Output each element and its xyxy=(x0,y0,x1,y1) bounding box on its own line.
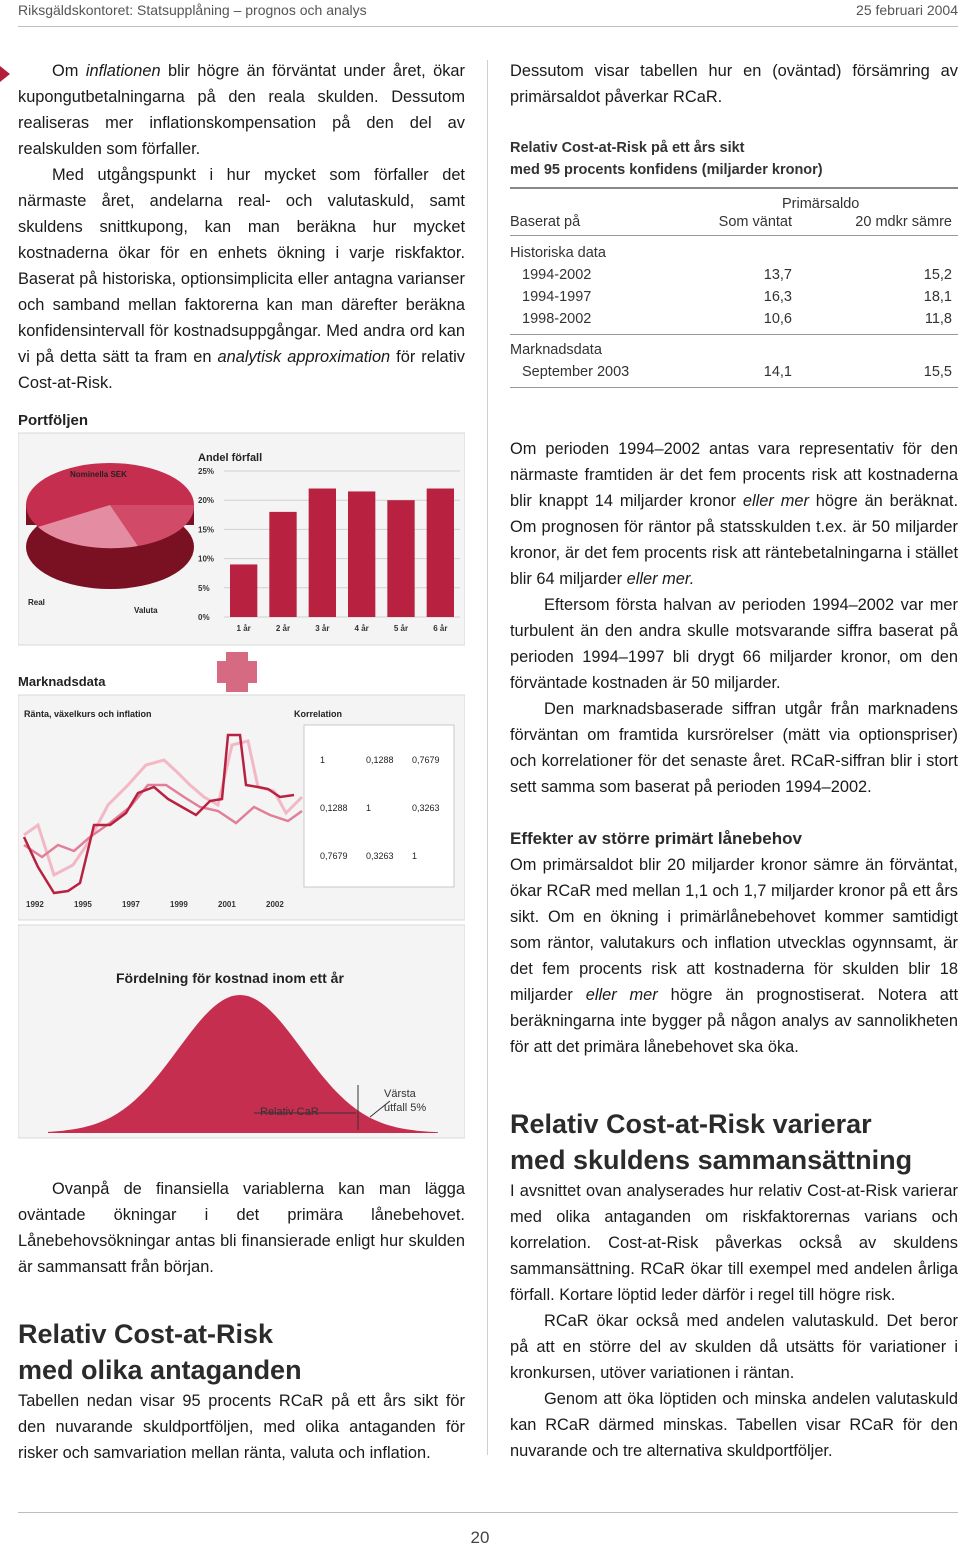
row-worse: 11,8 xyxy=(924,311,952,327)
col-header-worse: 20 mdkr sämre xyxy=(855,214,952,230)
distribution-title: Fördelning för kostnad inom ett år xyxy=(116,970,344,986)
share-x-tick: 1 år xyxy=(236,624,251,633)
table-row xyxy=(510,361,958,383)
paragraph: Med utgångspunkt i hur mycket som förfaller det närmaste året, andelarna real- och valutaskuld, samt skuldens snittkupong, kan man beräkna hur mycket kostnaderna ökar för en enhets ökning i varje riskfaktor. Baserat på historiska, optionsimplicita eller antagna varianser och samband mellan faktorerna kan man därefter beräkna konfidensintervall för kostnadsuppgångar. Med andra ord kan vi på detta sätt ta fram en analytisk approximation för relativ Cost-at-Risk. xyxy=(18,166,465,392)
share-y-tick: 15% xyxy=(198,525,215,535)
paragraph: Tabellen nedan visar 95 procents RCaR på ett års sikt för den nuvarande skuldportföljen, med olika antaganden för risker och samvariation mellan ränta, valuta och inflation. xyxy=(18,1392,465,1462)
share-x-tick: 3 år xyxy=(315,624,330,633)
left-top-text xyxy=(18,58,465,396)
portfolio-title: Portföljen xyxy=(18,412,88,429)
rates-x-tick: 2002 xyxy=(266,900,284,909)
rates-x-tick: 1995 xyxy=(74,900,92,909)
pie-label-currency: Valuta xyxy=(134,606,158,615)
row-label: September 2003 xyxy=(522,364,630,380)
share-bar xyxy=(309,489,336,617)
share-x-tick: 5 år xyxy=(393,624,409,633)
share-bar xyxy=(387,500,414,617)
table-bottom-rule xyxy=(510,387,958,388)
section-historical: Historiska data xyxy=(510,245,606,261)
dist-label-worst-line1: Värsta xyxy=(384,1088,416,1100)
table-section-row xyxy=(510,242,958,264)
correlation-cell: 0,3263 xyxy=(366,851,394,861)
paragraph: Genom att öka löptiden och minska andelen valutaskuld kan RCaR därmed minskas. Tabellen visar RCaR för den nuvarande och tre alternativa skuldportföljer. xyxy=(510,1390,958,1460)
rates-x-tick: 1992 xyxy=(26,900,44,909)
section-arrow-icon xyxy=(0,66,10,82)
row-worse: 18,1 xyxy=(923,289,952,305)
paragraph: Ovanpå de finansiella variablerna kan man lägga oväntade ökningar i det primära lånebehovet. Lånebehovsökningar antas bli finansierade enligt hur skulden är sammansatt från början. xyxy=(18,1180,465,1276)
section-heading-assumptions: Relativ Cost-at-Risk med olika antaganden xyxy=(18,1319,302,1385)
section-heading-composition: Relativ Cost-at-Risk varierar med skuldens sammansättning xyxy=(510,1109,913,1175)
table-top-rule xyxy=(510,187,958,189)
correlation-cell: 1 xyxy=(366,803,372,813)
table-group-header: Primärsaldo xyxy=(782,196,860,212)
figure-graphic xyxy=(18,405,465,1140)
header-date: 25 februari 2004 xyxy=(856,2,958,18)
paragraph: RCaR ökar också med andelen valutaskuld. Det beror på att en större del av skulden då utsätts för variationer i kronkursen, utöver variationen i räntan. xyxy=(510,1312,958,1382)
share-y-tick: 25% xyxy=(198,467,215,476)
table-header-rule xyxy=(510,235,958,236)
row-label: 1998-2002 xyxy=(522,311,592,327)
table-title-line2: med 95 procents konfidens (miljarder kronor) xyxy=(510,162,823,178)
share-chart-title: Andel förfall xyxy=(198,452,263,464)
rates-title: Ränta, växelkurs och inflation xyxy=(24,709,152,719)
row-worse: 15,2 xyxy=(923,267,952,283)
table-row xyxy=(510,308,958,330)
subheading-primary-borrowing: Effekter av större primärt lånebehov xyxy=(510,829,802,848)
rcar-table xyxy=(510,137,958,388)
correlation-title: Korrelation xyxy=(294,709,343,719)
share-y-tick: 20% xyxy=(198,496,215,506)
running-header xyxy=(18,0,958,27)
rates-x-tick: 2001 xyxy=(218,900,236,909)
table-title-line1: Relativ Cost-at-Risk på ett års sikt xyxy=(510,140,745,156)
pie-label-nominal: Nominella SEK xyxy=(70,470,127,479)
correlation-cell: 0,1288 xyxy=(320,803,348,813)
paragraph: Den marknadsbaserade siffran utgår från marknadens förväntan om framtida kursrörelser (mätt via optionspriser) och korrelationer för det senaste året. RCaR-siffran blir i stort sett samma som baserat på perioden 1994–2002. xyxy=(510,700,958,796)
right-bottom-text xyxy=(510,1106,958,1464)
row-worse: 15,5 xyxy=(923,364,952,380)
paragraph: Eftersom första halvan av perioden 1994–2002 var mer turbulent än den andra skulle motsvarande siffra baserat på perioden 1994–1997 bli drygt 66 miljarder kronor, om den förväntade kostnaden är 50 miljarder. xyxy=(510,596,958,692)
left-bottom-text xyxy=(18,1176,465,1466)
row-expected: 16,3 xyxy=(763,289,792,305)
correlation-cell: 0,3263 xyxy=(412,803,440,813)
table-section-row xyxy=(510,339,958,361)
rates-x-tick: 1999 xyxy=(170,900,188,909)
correlation-cell: 0,7679 xyxy=(412,755,440,765)
correlation-cell: 0,1288 xyxy=(366,755,394,765)
pie-label-real: Real xyxy=(28,598,45,607)
table-header-row xyxy=(510,211,958,233)
header-title: Riksgäldskontoret: Statsupplåning – prognos och analys xyxy=(18,2,367,18)
rates-x-tick: 1997 xyxy=(122,900,140,909)
row-label: 1994-1997 xyxy=(522,289,592,305)
paragraph: Om primärsaldot blir 20 miljarder kronor sämre än förväntat, ökar RCaR med mellan 1,1 och 1,7 miljarder kronor på ett års sikt. Om en ökning i primärlånebehovet kommer samtidigt som räntor, valutakurs och inflation utvecklas ogynnsamt, är det fem procents risk att kostnaderna för skulden blir 18 miljarder eller mer högre än prognostiserat. Notera att beräkningarna inte bygger på någon analys av sannolikheten för att det primära lånebehovet ska öka. xyxy=(510,856,958,1056)
share-y-tick: 5% xyxy=(198,583,210,593)
share-bar xyxy=(427,489,454,617)
share-x-tick: 2 år xyxy=(275,624,291,633)
share-bar xyxy=(230,564,257,617)
right-top-text xyxy=(510,58,958,110)
row-expected: 13,7 xyxy=(763,267,792,283)
share-bar xyxy=(348,491,375,617)
right-mid-text xyxy=(510,436,958,1060)
dist-label-worst-line2: utfall 5% xyxy=(384,1102,427,1114)
row-expected: 10,6 xyxy=(763,311,792,327)
share-bar xyxy=(269,512,296,617)
share-y-tick: 0% xyxy=(198,613,210,622)
row-expected: 14,1 xyxy=(763,364,792,380)
portfolio-pie xyxy=(26,463,194,589)
paragraph: I avsnittet ovan analyserades hur relativ Cost-at-Risk varierar med olika antaganden om riskfaktorernas varians och korrelation. Cost-at-Risk påverkas också av skuldens sammansättning. RCaR ökar till exempel med andelen årliga förfall. Kortare löptid leder därför i regel till högre risk. xyxy=(510,1182,958,1304)
market-title: Marknadsdata xyxy=(18,674,106,689)
row-label: 1994-2002 xyxy=(522,267,592,283)
paragraph: Om perioden 1994–2002 antas vara representativ för den närmaste framtiden är det fem procents risk att kostnaderna blir knappt 14 miljarder kronor eller mer högre än beräknat. Om prognosen för räntor på statsskulden t.ex. är 50 miljarder kronor, är det fem procents risk att räntebetalningarna i stället blir 64 miljarder eller mer. xyxy=(510,440,958,588)
share-y-tick: 10% xyxy=(198,554,215,564)
share-x-tick: 4 år xyxy=(354,624,369,633)
paragraph: Dessutom visar tabellen hur en (oväntad) försämring av primärsaldot påverkar RCaR. xyxy=(510,62,958,106)
paragraph: Om inflationen blir högre än förväntat under året, ökar kupongutbetalningarna på den reala skulden. Dessutom realiseras mer inflationskompensation på den del av realskulden som förfaller. xyxy=(18,62,465,158)
table-row xyxy=(510,286,958,308)
table-section-rule xyxy=(510,334,958,335)
portfolio-figure xyxy=(18,405,465,1140)
correlation-cell: 0,7679 xyxy=(320,851,348,861)
col-header-expected: Som väntat xyxy=(718,214,792,230)
col-header-base: Baserat på xyxy=(510,214,581,230)
footer-rule xyxy=(18,1512,958,1513)
correlation-cell: 1 xyxy=(320,755,326,765)
table-row xyxy=(510,264,958,286)
section-market: Marknadsdata xyxy=(510,342,602,358)
page-number: 20 xyxy=(470,1528,490,1547)
plus-icon xyxy=(217,652,257,692)
column-divider xyxy=(487,60,488,1455)
correlation-cell: 1 xyxy=(412,851,418,861)
dist-label-rcar: Relativ CaR xyxy=(260,1106,319,1118)
share-x-tick: 6 år xyxy=(433,624,448,633)
